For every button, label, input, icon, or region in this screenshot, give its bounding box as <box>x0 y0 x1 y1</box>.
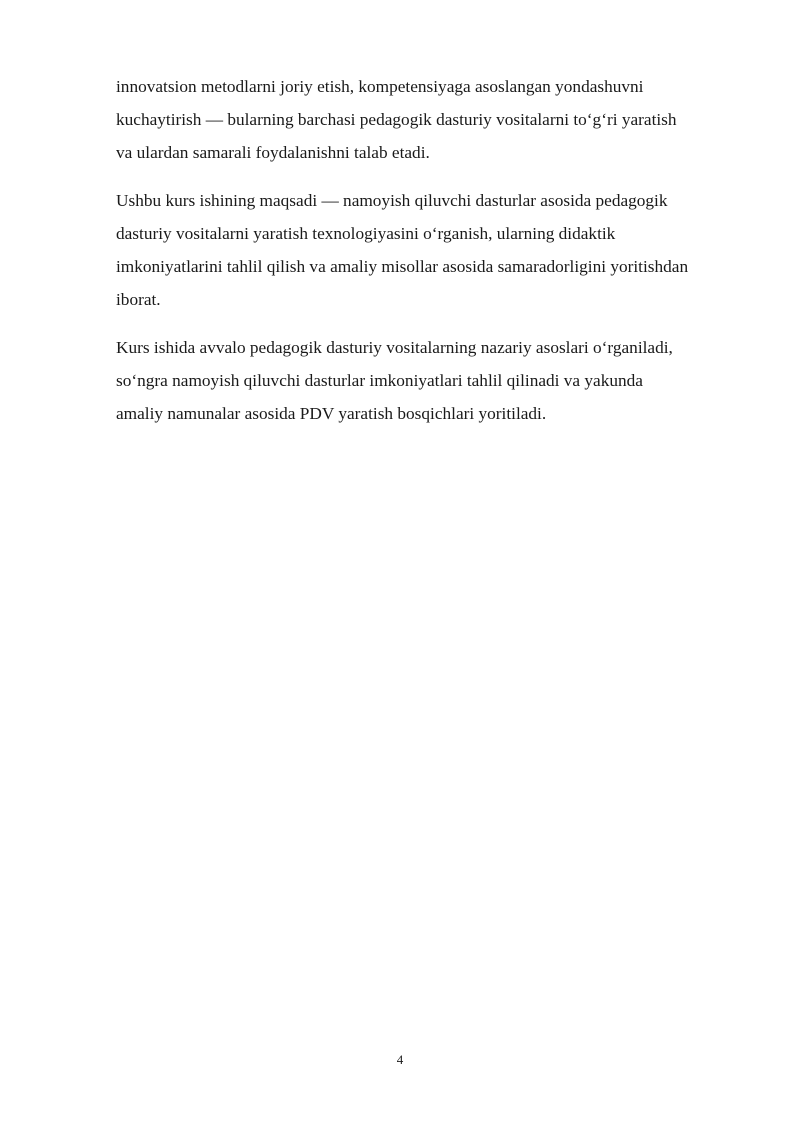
paragraph-line: amaliy namunalar asosida PDV yaratish bosqichlari yoritiladi. <box>116 404 547 423</box>
paragraph-3 <box>116 331 756 430</box>
page-number: 4 <box>396 1052 404 1067</box>
paragraph-2 <box>116 184 756 316</box>
paragraph-line: Ushbu kurs ishining maqsadi — namoyish qiluvchi dasturlar asosida pedagogik <box>116 191 668 210</box>
paragraph-line: kuchaytirish — bularning barchasi pedagogik dasturiy vositalarni to‘g‘ri yaratish <box>116 110 677 129</box>
paragraph-line: so‘ngra namoyish qiluvchi dasturlar imkoniyatlari tahlil qilinadi va yakunda <box>116 371 643 390</box>
paragraph-1 <box>116 70 756 169</box>
paragraph-line: dasturiy vositalarni yaratish texnologiyasini o‘rganish, ularning didaktik <box>116 224 616 243</box>
paragraph-line: innovatsion metodlarni joriy etish, kompetensiyaga asoslangan yondashuvni <box>116 77 644 96</box>
paragraph-line: imkoniyatlarini tahlil qilish va amaliy misollar asosida samaradorligini yoritishdan <box>116 257 689 276</box>
paragraph-line: va ulardan samarali foydalanishni talab etadi. <box>116 143 430 162</box>
paragraph-line: Kurs ishida avvalo pedagogik dasturiy vositalarning nazariy asoslari o‘rganiladi, <box>116 338 673 357</box>
body-text <box>116 70 756 445</box>
paragraph-line: iborat. <box>116 290 161 309</box>
